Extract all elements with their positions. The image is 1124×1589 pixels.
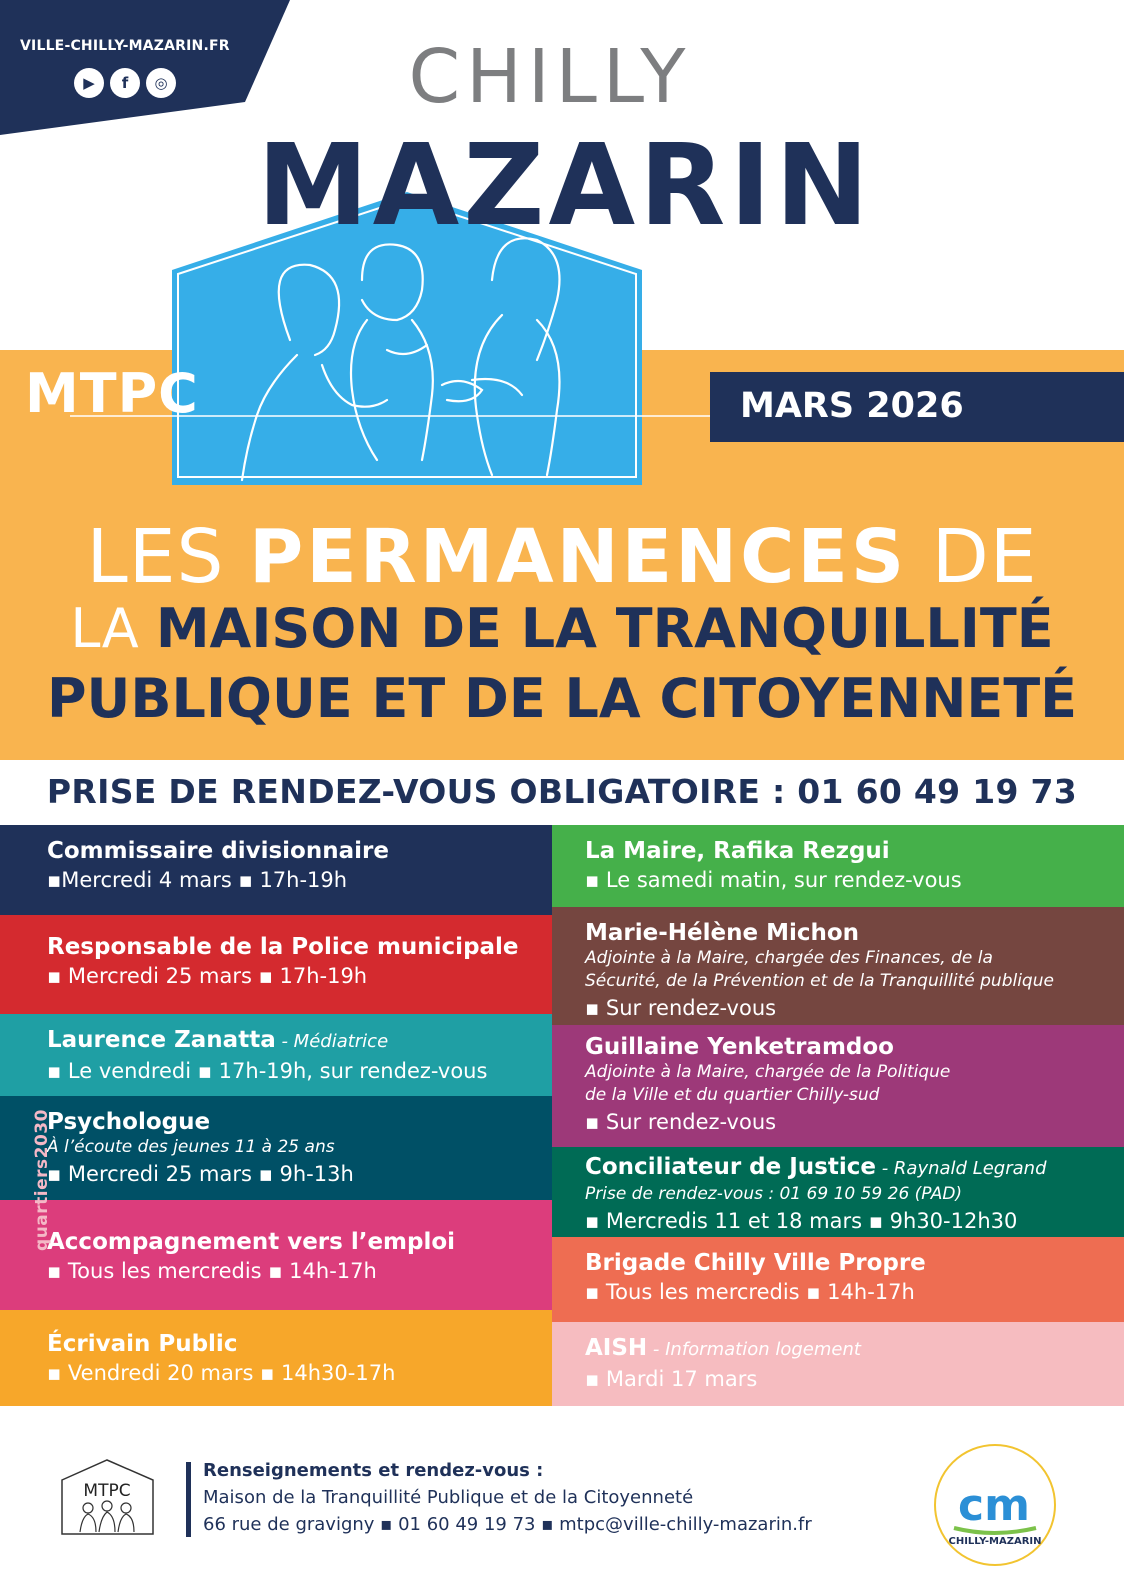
slot-title: AISH - Information logement xyxy=(585,1335,861,1361)
footer-organisation: Maison de la Tranquillité Publique et de la Citoyenneté xyxy=(203,1487,694,1508)
city-name-line1: CHILLY xyxy=(408,34,692,120)
slot-subtitle: Prise de rendez-vous : 01 69 10 59 26 (PAD) xyxy=(585,1184,963,1204)
slot-schedule: ▪ Sur rendez-vous xyxy=(585,1110,777,1134)
slot-title: Guillaine Yenketramdoo xyxy=(585,1034,894,1060)
slot-schedule: ▪ Tous les mercredis ▪ 14h-17h xyxy=(47,1259,377,1283)
slot-subtitle: Sécurité, de la Prévention et de la Tranquillité publique xyxy=(585,971,1054,991)
slot-psychologue xyxy=(0,1096,552,1200)
slot-emploi xyxy=(0,1200,552,1310)
quartiers-2030-tag: quartiers2030 xyxy=(32,1109,52,1251)
slot-schedule: ▪ Le vendredi ▪ 17h-19h, sur rendez-vous xyxy=(47,1059,488,1083)
footer-divider xyxy=(186,1462,191,1537)
slot-title: Accompagnement vers l’emploi xyxy=(47,1229,456,1255)
slot-title: Responsable de la Police municipale xyxy=(47,934,519,960)
cm-logo-mark: cm xyxy=(958,1480,1030,1531)
mtpc-acronym: MTPC xyxy=(25,362,199,425)
facebook-icon[interactable]: f xyxy=(110,68,140,98)
slot-schedule: ▪ Le samedi matin, sur rendez-vous xyxy=(585,868,962,892)
slot-ecrivain-public xyxy=(0,1310,552,1406)
slot-commissaire xyxy=(0,825,552,915)
instagram-icon[interactable]: ◎ xyxy=(146,68,176,98)
slot-schedule: ▪ Mercredi 25 mars ▪ 17h-19h xyxy=(47,964,368,988)
slot-subtitle: Adjointe à la Maire, chargée de la Politique xyxy=(585,1062,951,1082)
slot-schedule: ▪ Sur rendez-vous xyxy=(585,996,777,1020)
slot-mediatrice xyxy=(0,1014,552,1096)
chilly-mazarin-logo xyxy=(922,1440,1072,1570)
slot-title: Psychologue xyxy=(47,1109,211,1135)
slot-title: Conciliateur de Justice - Raynald Legrand xyxy=(585,1154,1047,1180)
slot-schedule: ▪ Mercredis 11 et 18 mars ▪ 9h30-12h30 xyxy=(585,1209,1018,1233)
slot-title: La Maire, Rafika Rezgui xyxy=(585,838,890,864)
slot-title: Laurence Zanatta - Médiatrice xyxy=(47,1027,389,1053)
slot-schedule: ▪ Vendredi 20 mars ▪ 14h30-17h xyxy=(47,1361,396,1385)
slot-maire xyxy=(552,825,1124,907)
header-band xyxy=(0,0,290,135)
website-link[interactable]: VILLE-CHILLY-MAZARIN.FR xyxy=(20,38,230,54)
slot-aish xyxy=(552,1322,1124,1406)
footer-contact[interactable]: 66 rue de gravigny ▪ 01 60 49 19 73 ▪ mtpc@ville-chilly-mazarin.fr xyxy=(203,1514,812,1535)
city-name-line2: MAZARIN xyxy=(257,121,873,251)
slot-subtitle: Adjointe à la Maire, chargée des Finances, de la xyxy=(585,948,993,968)
slot-subtitle: À l’écoute des jeunes 11 à 25 ans xyxy=(47,1137,335,1157)
slot-subtitle: de la Ville et du quartier Chilly-sud xyxy=(585,1085,880,1105)
slot-yenketramdoo xyxy=(552,1025,1124,1147)
title-line2: LA MAISON DE LA TRANQUILLITÉ xyxy=(70,597,1054,660)
cm-logo-text: CHILLY-MAZARIN xyxy=(948,1536,1042,1547)
title-line3: PUBLIQUE ET DE LA CITOYENNETÉ xyxy=(46,667,1078,730)
mtpc-logo-text: MTPC xyxy=(83,1481,131,1501)
slot-title: Écrivain Public xyxy=(47,1331,238,1357)
slot-schedule: ▪Mercredi 4 mars ▪ 17h-19h xyxy=(47,868,348,892)
slot-ville-propre xyxy=(552,1237,1124,1322)
youtube-icon[interactable]: ▶ xyxy=(74,68,104,98)
slot-schedule: ▪ Mercredi 25 mars ▪ 9h-13h xyxy=(47,1162,354,1186)
slot-police-municipale xyxy=(0,915,552,1014)
footer-heading: Renseignements et rendez-vous : xyxy=(203,1460,544,1481)
slot-title: Marie-Hélène Michon xyxy=(585,920,860,946)
slot-michon xyxy=(552,907,1124,1025)
title-line1: LES PERMANENCES DE xyxy=(86,514,1038,600)
slot-title: Brigade Chilly Ville Propre xyxy=(585,1250,926,1276)
appointment-notice: PRISE DE RENDEZ-VOUS OBLIGATOIRE : 01 60 49 19 73 xyxy=(46,772,1078,811)
slot-conciliateur xyxy=(552,1147,1124,1237)
slot-title: Commissaire divisionnaire xyxy=(47,838,389,864)
mtpc-logo xyxy=(60,1458,155,1536)
slot-schedule: ▪ Tous les mercredis ▪ 14h-17h xyxy=(585,1280,915,1304)
edition-date: MARS 2026 xyxy=(740,386,964,426)
slot-schedule: ▪ Mardi 17 mars xyxy=(585,1367,758,1391)
